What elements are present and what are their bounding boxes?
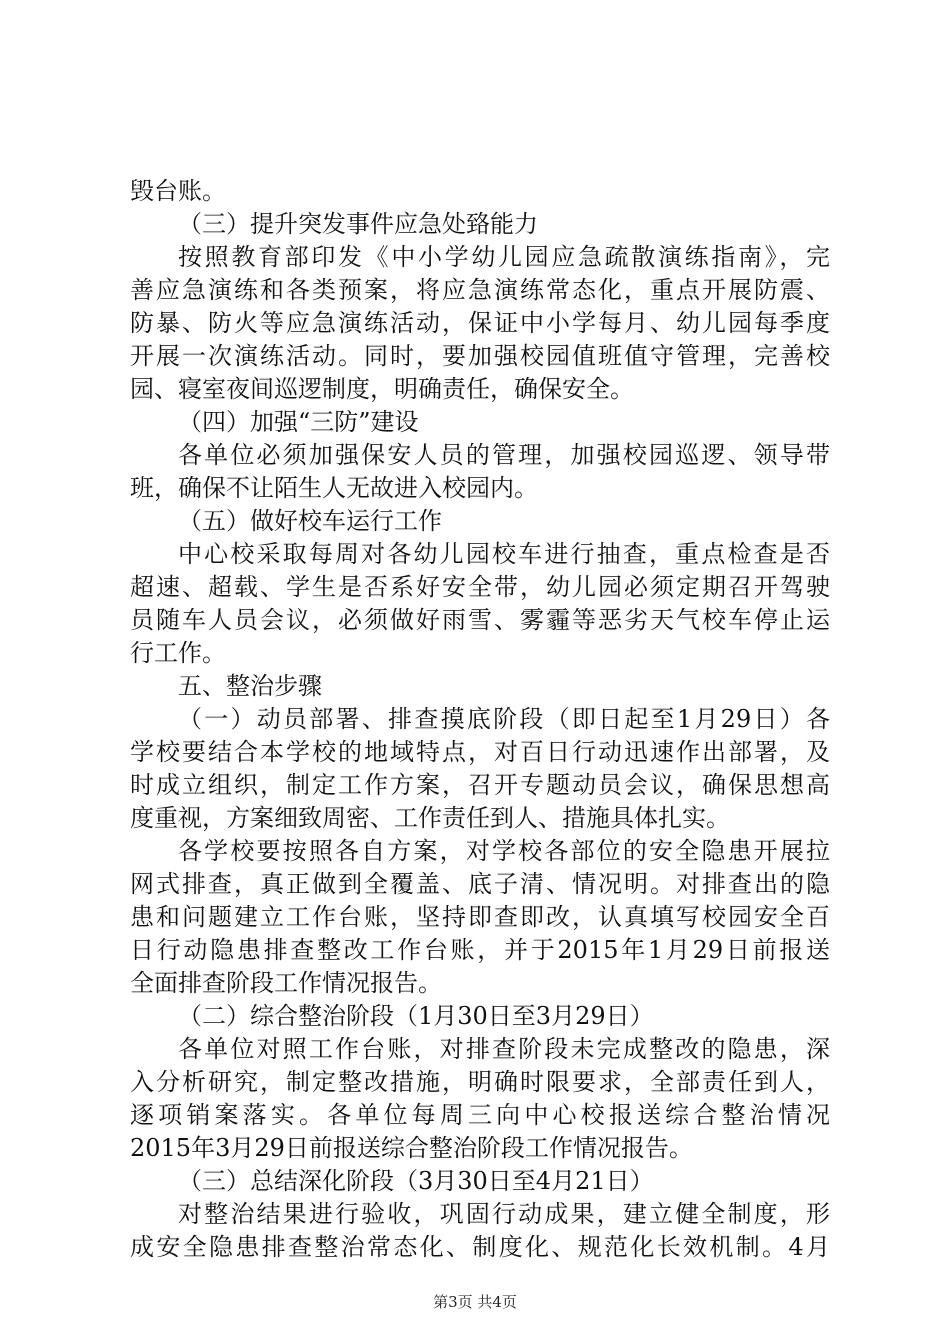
text-line: 按照教育部印发《中小学幼儿园应急疏散演练指南》，完 [178, 243, 830, 271]
text-line: 全面排查阶段工作情况报告。 [130, 969, 442, 997]
text-line: 网式排查，真正做到全覆盖、底子清、情况明。对排查出的隐 [130, 870, 830, 898]
section-heading: （三）总结深化阶段（3月30日至4月21日） [178, 1167, 654, 1195]
section-heading: （四）加强“三防”建设 [178, 408, 419, 436]
section-heading: （三）提升突发事件应急处臵能力 [178, 210, 538, 238]
text-line: 行工作。 [130, 639, 226, 667]
text-line: 各单位对照工作台账，对排查阶段未完成整改的隐患，深 [178, 1035, 830, 1063]
text-line: 毁台账。 [130, 177, 226, 205]
text-line: 园、寝室夜间巡逻制度，明确责任，确保安全。 [130, 375, 634, 403]
text-line: 防暴、防火等应急演练活动，保证中小学每月、幼儿园每季度 [130, 309, 830, 337]
text-line: 逐项销案落实。各单位每周三向中心校报送综合整治情况 [130, 1101, 830, 1129]
text-line: 各学校要按照各自方案，对学校各部位的安全隐患开展拉 [178, 837, 830, 865]
section-heading: （五）做好校车运行工作 [178, 507, 442, 535]
text-line: 2015年3月29日前报送综合整治阶段工作情况报告。 [130, 1134, 693, 1162]
text-line: 入分析研究，制定整改措施，明确时限要求，全部责任到人， [130, 1068, 830, 1096]
text-line: 对整治结果进行验收，巩固行动成果，建立健全制度，形 [178, 1200, 830, 1228]
text-line: 各单位必须加强保安人员的管理，加强校园巡逻、领导带 [178, 441, 830, 469]
text-line: 中心校采取每周对各幼儿园校车进行抽查，重点检查是否 [178, 540, 830, 568]
text-line: 善应急演练和各类预案，将应急演练常态化，重点开展防震、 [130, 276, 830, 304]
section-heading: （二）综合整治阶段（1月30日至3月29日） [178, 1002, 654, 1030]
text-line: 度重视，方案细致周密、工作责任到人、措施具体扎实。 [130, 804, 730, 832]
text-line: 患和问题建立工作台账，坚持即查即改，认真填写校园安全百 [130, 903, 830, 931]
text-line: （一）动员部署、排查摸底阶段（即日起至1月29日）各 [178, 705, 830, 733]
text-line: 成安全隐患排查整治常态化、制度化、规范化长效机制。4月 [130, 1233, 830, 1261]
text-line: 员随车人员会议，必须做好雨雪、雾霾等恶劣天气校车停止运 [130, 606, 830, 634]
text-line: 日行动隐患排查整改工作台账，并于2015年1月29日前报送 [130, 936, 830, 964]
text-line: 超速、超载、学生是否系好安全带，幼儿园必须定期召开驾驶 [130, 573, 830, 601]
section-heading: 五、整治步骤 [178, 672, 322, 700]
text-line: 学校要结合本学校的地域特点，对百日行动迅速作出部署，及 [130, 738, 830, 766]
page-footer: 第3页 共4页 [433, 1293, 517, 1311]
text-line: 时成立组织，制定工作方案，召开专题动员会议，确保思想高 [130, 771, 830, 799]
text-line: 开展一次演练活动。同时，要加强校园值班值守管理，完善校 [130, 342, 830, 370]
text-line: 班，确保不让陌生人无故进入校园内。 [130, 474, 538, 502]
